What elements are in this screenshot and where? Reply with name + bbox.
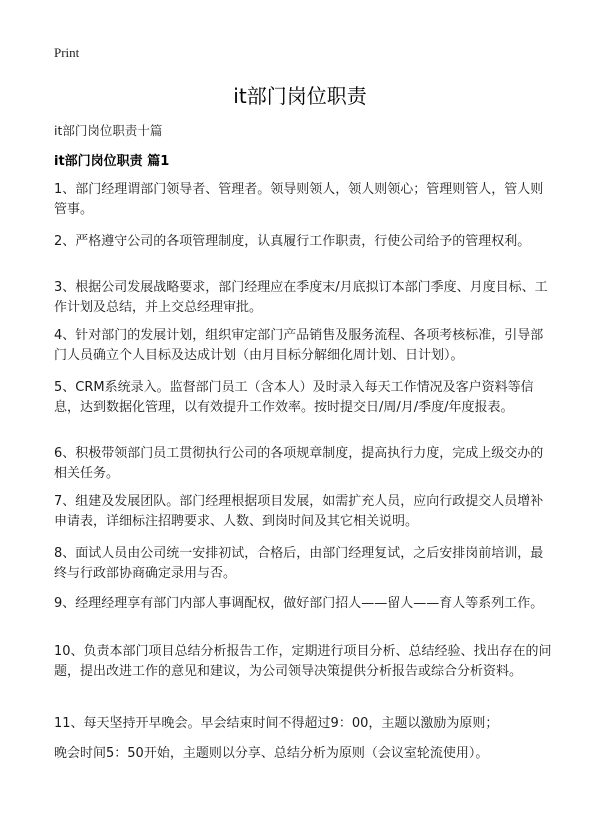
paragraph-7: 7、组建及发展团队。部门经理根据项目发展，如需扩充人员，应向行政提交人员增补申请表，详细标注招聘要求、人数、到岗时间及其它相关说明。: [54, 494, 544, 529]
document-subtitle: it部门岗位职责十篇: [54, 123, 163, 138]
paragraph-12: 晚会时间5：50开始，主题则以分享、总结分析为原则（会议室轮流使用）。: [54, 746, 489, 761]
paragraph-3: 3、根据公司发展战略要求，部门经理应在季度末/月底拟订本部门季度、月度目标、工作计划及总结，并上交总经理审批。: [54, 280, 548, 315]
document-title: it部门岗位职责: [233, 84, 367, 108]
paragraph-6: 6、积极带领部门员工贯彻执行公司的各项规章制度，提高执行力度，完成上级交办的相关任务。: [54, 446, 544, 481]
paragraph-1: 1、部门经理谓部门领导者、管理者。领导则领人，领人则领心；管理则管人，管人则管事。: [54, 182, 544, 217]
paragraph-10: 10、负责本部门项目总结分析报告工作，定期进行项目分析、总结经验、找出存在的问题，提出改进工作的意见和建议，为公司领导决策提供分析报告或综合分析资料。: [54, 644, 552, 679]
paragraph-5: 5、CRM系统录入。监督部门员工（含本人）及时录入每天工作情况及客户资料等信息，达到数据化管理，以有效提升工作效率。按时提交日/周/月/季度/年度报表。: [54, 380, 534, 415]
paragraph-9: 9、经理经理享有部门内部人事调配权，做好部门招人——留人——育人等系列工作。: [54, 596, 544, 611]
paragraph-8: 8、面试人员由公司统一安排初试，合格后，由部门经理复试，之后安排岗前培训，最终与行政部协商确定录用与否。: [54, 546, 544, 581]
paragraph-4: 4、针对部门的发展计划，组织审定部门产品销售及服务流程、各项考核标准，引导部门人员确立个人目标及达成计划（由月目标分解细化周计划、日计划）。: [54, 328, 544, 363]
paragraph-11: 11、每天坚持开早晚会。早会结束时间不得超过9：00，主题以激励为原则；: [54, 716, 499, 731]
print-label: Print: [54, 45, 80, 60]
paragraph-2: 2、严格遵守公司的各项管理制度，认真履行工作职责，行使公司给予的管理权利。: [54, 234, 531, 249]
section-heading: it部门岗位职责 篇1: [54, 154, 170, 169]
